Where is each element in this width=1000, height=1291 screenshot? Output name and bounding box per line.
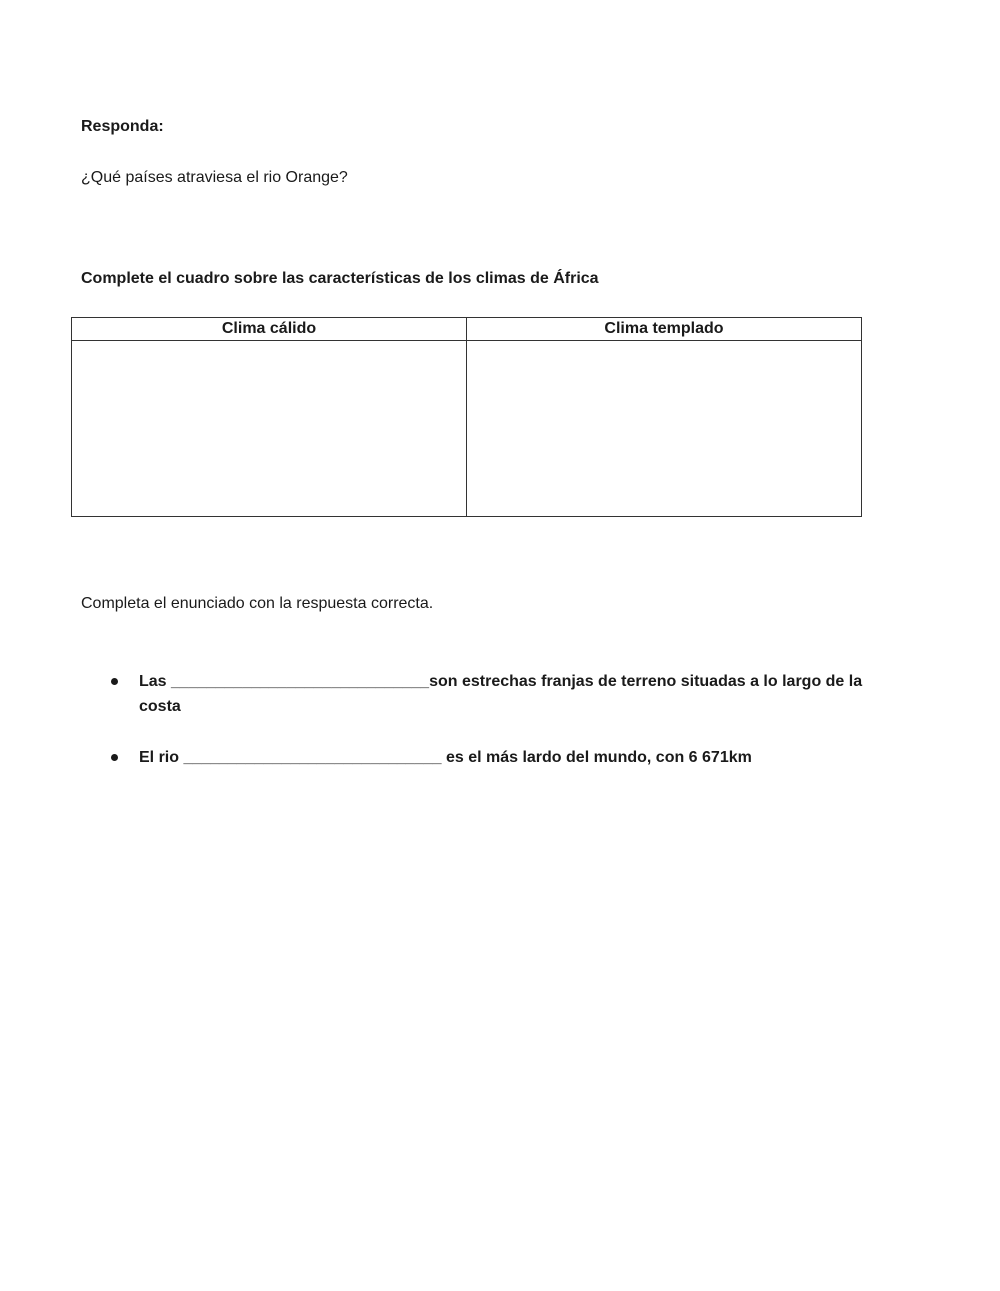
list-item xyxy=(108,745,868,770)
table-cell-clima-templado[interactable] xyxy=(467,341,862,517)
bullet-icon xyxy=(111,678,118,685)
question-orange-river: ¿Qué países atraviesa el rio Orange? xyxy=(81,169,348,186)
climate-table xyxy=(71,317,862,517)
fill-in-list xyxy=(108,669,868,796)
bullet-icon xyxy=(111,754,118,761)
heading-climate-table: Complete el cuadro sobre las características de los climas de África xyxy=(81,270,599,287)
fill-in-sentence-rio: El rio _____________________________ es el más lardo del mundo, con 6 671km xyxy=(139,749,752,766)
heading-responda: Responda: xyxy=(81,118,164,135)
list-item xyxy=(108,669,868,719)
table-header-clima-calido: Clima cálido xyxy=(72,318,467,341)
table-cell-clima-calido[interactable] xyxy=(72,341,467,517)
instruction-text: Completa el enunciado con la respuesta correcta. xyxy=(81,595,434,612)
table-header-clima-templado: Clima templado xyxy=(467,318,862,341)
fill-in-sentence-llanuras: Las _____________________________son estrechas franjas de terreno situadas a lo largo de la costa xyxy=(139,673,863,715)
